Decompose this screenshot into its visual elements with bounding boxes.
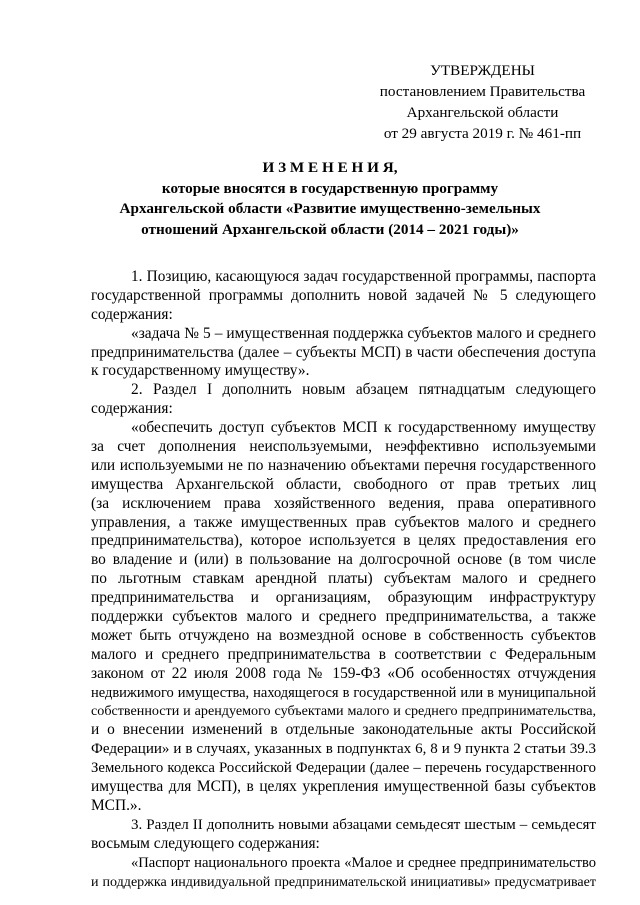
body-text-line: содержания: (91, 305, 173, 323)
body-text-line: содержания: (91, 400, 173, 418)
title-line: Архангельской области «Развитие имущественно-земельных (119, 200, 541, 217)
body-text-line: может быть отчуждено на возмездной основе в собственность субъектов (91, 626, 596, 644)
body-text-line: управления, а также имущественных прав субъектов малого и среднего (91, 513, 596, 531)
body-text-line: недвижимого имущества, находящегося в государственной или в муниципальной (91, 684, 596, 701)
body-text-line: Федерации» и в случаях, указанных в подпунктах 6, 8 и 9 пункта 2 статьи 39.3 (91, 741, 596, 758)
title-line: которые вносятся в государственную программу (161, 179, 499, 197)
body-text-line: «Паспорт национального проекта «Малое и среднее предпринимательство (131, 854, 596, 871)
body-text-line: к государственному имуществу». (91, 362, 310, 380)
document-body (91, 268, 596, 891)
body-text-line: собственности и арендуемого субъектами малого и среднего предпринимательства, (91, 703, 596, 720)
title-line: отношений Архангельской области (2014 – 2021 годы)» (141, 220, 519, 238)
approval-line: постановлением Правительства (379, 83, 586, 100)
body-text-line: или используемыми не по назначению объектами перечня государственного (91, 456, 596, 474)
body-text-line: малого и среднего предпринимательства в соответствии с Федеральным (91, 645, 596, 663)
body-text-line: «задача № 5 – имущественная поддержка субъектов малого и среднего (131, 324, 596, 342)
body-text-line: по льготным ставкам арендной платы) субъектам малого и среднего (91, 570, 596, 588)
body-text-line: и поддержка индивидуальной предпринимательской инициативы» предусматривает (91, 873, 596, 890)
approval-block (360, 60, 605, 144)
body-text-line: 3. Раздел II дополнить новыми абзацами семьдесят шестым – семьдесят (131, 816, 596, 833)
body-text-line: государственной программы дополнить новой задачей № 5 следующего (91, 286, 596, 304)
document-title (60, 158, 600, 240)
body-text-line: 2. Раздел I дополнить новым абзацем пятнадцатым следующего (131, 381, 596, 399)
body-text-line: предпринимательства), которое используется в целях предоставления его (91, 532, 596, 550)
body-text-line: (за исключением права хозяйственного ведения, права оперативного (91, 494, 596, 512)
body-text-line: за счет дополнения неиспользуемыми, неэффективно используемыми (91, 438, 596, 456)
title-heading: И З М Е Н Е Н И Я, (262, 159, 398, 176)
body-text-line: МСП.». (91, 796, 142, 814)
body-text-line: и о внесении изменений в отдельные законодательные акты Российской (91, 721, 596, 739)
body-text-line: «обеспечить доступ субъектов МСП к государственному имуществу (131, 419, 596, 437)
body-text-line: во владение и (или) в пользование на долгосрочной основе (в том числе (91, 551, 596, 569)
body-text-line: имущества Архангельской области, свободного от прав третьих лиц (91, 475, 596, 493)
approval-heading: УТВЕРЖДЕНЫ (430, 62, 535, 79)
body-text-line: имущества для МСП), в целях укрепления имущественной базы субъектов (91, 778, 596, 796)
body-text-line: восьмым следующего содержания: (91, 834, 320, 852)
body-text-line: Земельного кодекса Российской Федерации (далее – перечень государственного (91, 760, 596, 777)
approval-date: от 29 августа 2019 г. № 461-пп (383, 125, 582, 142)
body-text-line: поддержки субъектов малого и среднего предпринимательства, а также (91, 608, 596, 626)
body-text-line: 1. Позицию, касающуюся задач государственной программы, паспорта (131, 268, 596, 285)
body-text-line: законом от 22 июля 2008 года № 159-ФЗ «Об особенностях отчуждения (91, 664, 596, 682)
body-text-line: предпринимательства и организациям, образующим инфраструктуру (91, 589, 596, 607)
approval-line: Архангельской области (406, 104, 559, 121)
body-text-line: предпринимательства (далее – субъекты МСП) в части обеспечения доступа (91, 343, 596, 361)
